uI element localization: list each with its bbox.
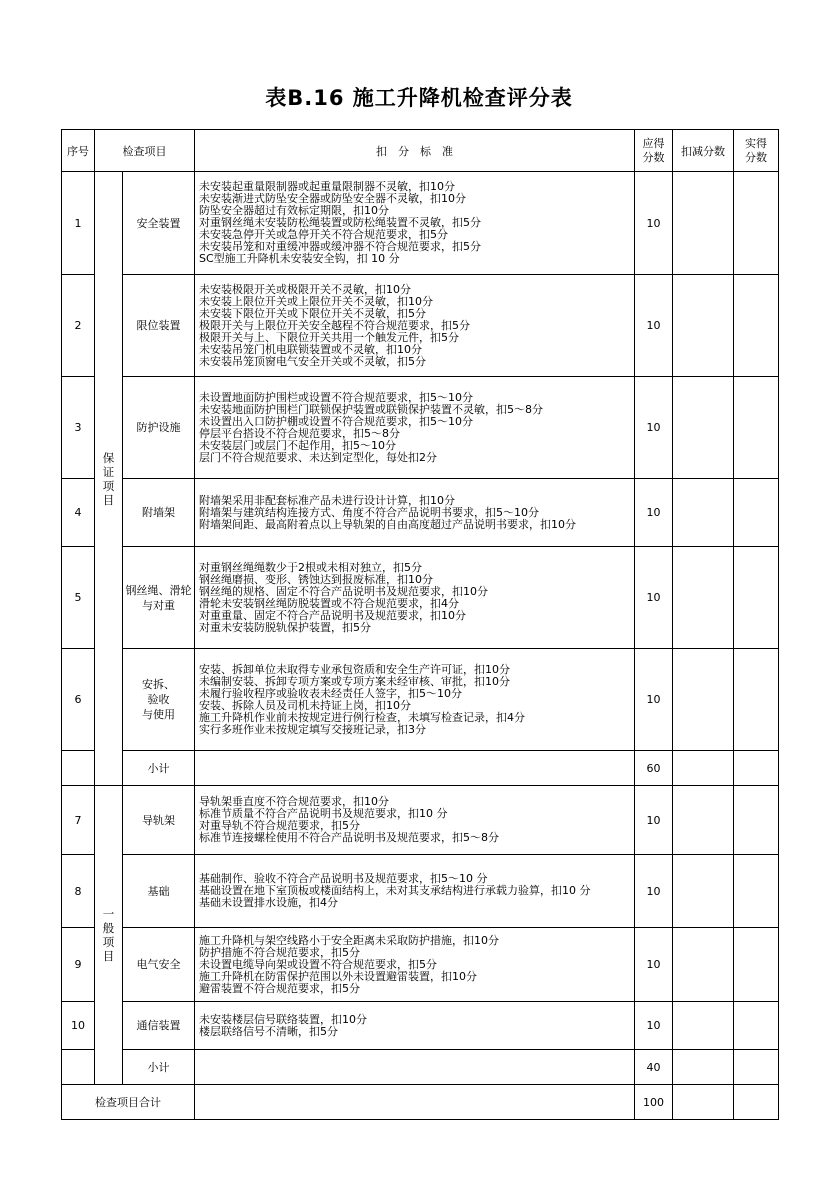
row-score: 10: [635, 855, 673, 928]
criteria-line: 安装、拆除人员及司机未持证上岗，扣10分: [199, 698, 411, 712]
row-deduct-cell[interactable]: [673, 1050, 734, 1085]
criteria-line: 基础制作、验收不符合产品说明书及规范要求，扣5～10 分: [199, 872, 488, 885]
criteria-line: 对重重量、固定不符合产品说明书及规范要求，扣10分: [199, 608, 466, 622]
criteria-line: 极限开关与上、下限位开关共用一个触发元件，扣5分: [199, 330, 459, 344]
total-score: 100: [635, 1085, 673, 1120]
criteria-line: 未设置地面防护围栏或设置不符合规范要求，扣5～10分: [199, 390, 473, 404]
criteria-line: 未安装上限位开关或上限位开关不灵敏，扣10分: [199, 294, 433, 308]
header-row: [62, 130, 779, 172]
subtotal-row: [62, 751, 779, 786]
row-seq: 8: [62, 855, 95, 928]
table-row: [62, 1002, 779, 1050]
row-criteria: [195, 377, 635, 479]
criteria-line: 避雷装置不符合规范要求，扣5分: [199, 981, 360, 995]
row-actual-cell[interactable]: [734, 1050, 779, 1085]
criteria-line: 防坠安全器超过有效标定期限，扣10分: [199, 204, 389, 217]
row-deduct-cell[interactable]: [673, 479, 734, 547]
row-score: 10: [635, 479, 673, 547]
criteria-line: 未安装吊笼顶窗电气安全开关或不灵敏，扣5分: [199, 354, 426, 368]
row-actual-cell[interactable]: [734, 928, 779, 1002]
empty-cell: [62, 1050, 95, 1085]
row-deduct-cell[interactable]: [673, 928, 734, 1002]
criteria-line: 对重钢丝绳未安装防松绳装置或防松绳装置不灵敏，扣5分: [199, 216, 481, 229]
table-row: [62, 275, 779, 377]
criteria-line: 未设置出入口防护棚或设置不符合规范要求，扣5～10分: [199, 414, 473, 428]
criteria-line: 基础未设置排水设施，扣4分: [199, 896, 338, 909]
subtotal-label: 小计: [123, 751, 195, 786]
row-criteria: [195, 1002, 635, 1050]
criteria-line: 未安装渐进式防坠安全器或防坠安全器不灵敏，扣10分: [199, 192, 466, 205]
row-score: 10: [635, 786, 673, 855]
criteria-line: 基础设置在地下室顶板或楼面结构上，未对其支承结构进行承载力验算，扣10 分: [199, 884, 591, 897]
row-criteria: [195, 928, 635, 1002]
empty-cell: [195, 751, 635, 786]
row-actual-cell[interactable]: [734, 751, 779, 786]
header-seq: 序号: [62, 130, 95, 172]
criteria-line: 施工升降机与架空线路小于安全距离未采取防护措施，扣10分: [199, 933, 499, 947]
criteria-line: 未安装吊笼和对重缓冲器或缓冲器不符合规范要求，扣5分: [199, 240, 481, 253]
row-criteria: [195, 855, 635, 928]
row-seq: 6: [62, 649, 95, 751]
row-actual-cell[interactable]: [734, 1002, 779, 1050]
row-seq: 9: [62, 928, 95, 1002]
row-score: 10: [635, 547, 673, 649]
subtotal-score: 40: [635, 1050, 673, 1085]
criteria-line: 未安装起重量限制器或起重量限制器不灵敏，扣10分: [199, 180, 455, 193]
row-seq: 4: [62, 479, 95, 547]
row-actual-cell[interactable]: [734, 649, 779, 751]
row-seq: 1: [62, 172, 95, 275]
total-row: [62, 1085, 779, 1120]
criteria-line: SC型施工升降机未安装安全钩，扣 10 分: [199, 252, 400, 265]
row-actual-cell[interactable]: [734, 786, 779, 855]
row-actual-cell[interactable]: [734, 275, 779, 377]
row-item: 防护设施: [123, 377, 195, 479]
subtotal-label: 小计: [123, 1050, 195, 1085]
criteria-line: 导轨架垂直度不符合规范要求，扣10分: [199, 795, 389, 808]
row-seq: 3: [62, 377, 95, 479]
criteria-line: 施工升降机作业前未按规定进行例行检查，未填写检查记录，扣4分: [199, 710, 525, 724]
criteria-line: 附墙架采用非配套标准产品未进行设计计算，扣10分: [199, 493, 455, 507]
header-deduct: 扣减分数: [673, 130, 734, 172]
criteria-line: 钢丝绳的规格、固定不符合产品说明书及规范要求，扣10分: [199, 584, 488, 598]
total-label: 检查项目合计: [62, 1085, 195, 1120]
row-item: 安拆、 验收 与使用: [123, 649, 195, 751]
row-deduct-cell[interactable]: [673, 547, 734, 649]
row-deduct-cell[interactable]: [673, 786, 734, 855]
criteria-line: 未设置电缆导向架或设置不符合规范要求，扣5分: [199, 957, 437, 971]
criteria-line: 层门不符合规范要求、未达到定型化，每处扣2分: [199, 450, 437, 464]
criteria-line: 防护措施不符合规范要求，扣5分: [199, 945, 360, 959]
criteria-line: 未安装楼层信号联络装置，扣10分: [199, 1012, 367, 1026]
table-row: [62, 172, 779, 275]
row-deduct-cell[interactable]: [673, 172, 734, 275]
criteria-line: 对重钢丝绳绳数少于2根或未相对独立，扣5分: [199, 560, 422, 574]
criteria-line: 未安装地面防护围栏门联锁保护装置或联锁保护装置不灵敏，扣5～8分: [199, 402, 543, 416]
row-deduct-cell[interactable]: [673, 275, 734, 377]
row-item: 附墙架: [123, 479, 195, 547]
subtotal-score: 60: [635, 751, 673, 786]
criteria-line: 实行多班作业未按规定填写交接班记录，扣3分: [199, 722, 426, 736]
row-seq: 7: [62, 786, 95, 855]
table-row: [62, 479, 779, 547]
row-deduct-cell[interactable]: [673, 1002, 734, 1050]
row-actual-cell[interactable]: [734, 479, 779, 547]
table-row: [62, 855, 779, 928]
row-item: 电气安全: [123, 928, 195, 1002]
row-criteria: [195, 649, 635, 751]
row-score: 10: [635, 1002, 673, 1050]
subtotal-row: [62, 1050, 779, 1085]
table-row: [62, 377, 779, 479]
row-criteria: [195, 275, 635, 377]
row-actual-cell[interactable]: [734, 1085, 779, 1120]
row-item: 基础: [123, 855, 195, 928]
row-item: 钢丝绳、滑轮与对重: [123, 547, 195, 649]
table-row: [62, 547, 779, 649]
criteria-line: 未安装层门或层门不起作用，扣5～10分: [199, 438, 396, 452]
row-seq: 5: [62, 547, 95, 649]
criteria-line: 未安装吊笼门机电联锁装置或不灵敏，扣10分: [199, 342, 422, 356]
table-row: [62, 649, 779, 751]
row-deduct-cell[interactable]: [673, 855, 734, 928]
row-actual-cell[interactable]: [734, 172, 779, 275]
row-deduct-cell[interactable]: [673, 751, 734, 786]
group-guarantee: 保证项目: [95, 172, 123, 786]
row-actual-cell[interactable]: [734, 855, 779, 928]
empty-cell: [195, 1085, 635, 1120]
row-score: 10: [635, 172, 673, 275]
criteria-line: 施工升降机在防雷保护范围以外未设置避雷装置，扣10分: [199, 969, 477, 983]
row-criteria: [195, 172, 635, 275]
table-row: [62, 928, 779, 1002]
criteria-line: 附墙架与建筑结构连接方式、角度不符合产品说明书要求，扣5～10分: [199, 505, 539, 519]
row-score: 10: [635, 275, 673, 377]
criteria-line: 标准节连接螺栓使用不符合产品说明书及规范要求，扣5～8分: [199, 831, 499, 844]
empty-cell: [195, 1050, 635, 1085]
criteria-line: 附墙架间距、最高附着点以上导轨架的自由高度超过产品说明书要求，扣10分: [199, 517, 576, 531]
criteria-line: 安装、拆卸单位未取得专业承包资质和安全生产许可证，扣10分: [199, 662, 510, 676]
criteria-line: 未履行验收程序或验收表未经责任人签字，扣5～10分: [199, 686, 462, 700]
row-item: 限位装置: [123, 275, 195, 377]
row-actual-cell[interactable]: [734, 547, 779, 649]
row-seq: 2: [62, 275, 95, 377]
header-actual: 实得 分数: [734, 130, 779, 172]
row-score: 10: [635, 649, 673, 751]
criteria-line: 极限开关与上限位开关安全越程不符合规范要求，扣5分: [199, 318, 470, 332]
row-deduct-cell[interactable]: [673, 1085, 734, 1120]
header-criteria: 扣 分 标 准: [195, 130, 635, 172]
row-seq: 10: [62, 1002, 95, 1050]
criteria-line: 对重未安装防脱轨保护装置，扣5分: [199, 620, 371, 634]
criteria-line: 未编制安装、拆卸专项方案或专项方案未经审核、审批，扣10分: [199, 674, 510, 688]
criteria-line: 标准节质量不符合产品说明书及规范要求，扣10 分: [199, 807, 448, 820]
criteria-line: 停层平台搭设不符合规范要求，扣5～8分: [199, 426, 400, 440]
table-row: [62, 786, 779, 855]
criteria-line: 未安装下限位开关或下限位开关不灵敏，扣5分: [199, 306, 426, 320]
criteria-line: 未安装急停开关或急停开关不符合规范要求，扣5分: [199, 228, 448, 241]
row-item: 安全装置: [123, 172, 195, 275]
score-table: [61, 129, 779, 1120]
page-title: 表B.16 施工升降机检查评分表: [265, 86, 573, 110]
empty-cell: [62, 751, 95, 786]
row-criteria: [195, 479, 635, 547]
row-item: 导轨架: [123, 786, 195, 855]
criteria-line: 未安装极限开关或极限开关不灵敏，扣10分: [199, 282, 411, 296]
header-due-score: 应得 分数: [635, 130, 673, 172]
row-actual-cell[interactable]: [734, 377, 779, 479]
row-deduct-cell[interactable]: [673, 649, 734, 751]
row-criteria: [195, 547, 635, 649]
group-general: 一般项目: [95, 786, 123, 1085]
row-score: 10: [635, 928, 673, 1002]
header-check-item: 检查项目: [95, 130, 195, 172]
row-deduct-cell[interactable]: [673, 377, 734, 479]
criteria-line: 滑轮未安装钢丝绳防脱装置或不符合规范要求，扣4分: [199, 596, 459, 610]
criteria-line: 楼层联络信号不清晰，扣5分: [199, 1024, 338, 1038]
criteria-line: 对重导轨不符合规范要求，扣5分: [199, 819, 360, 832]
row-criteria: [195, 786, 635, 855]
row-score: 10: [635, 377, 673, 479]
row-item: 通信装置: [123, 1002, 195, 1050]
criteria-line: 钢丝绳磨损、变形、锈蚀达到报废标准，扣10分: [199, 572, 433, 586]
